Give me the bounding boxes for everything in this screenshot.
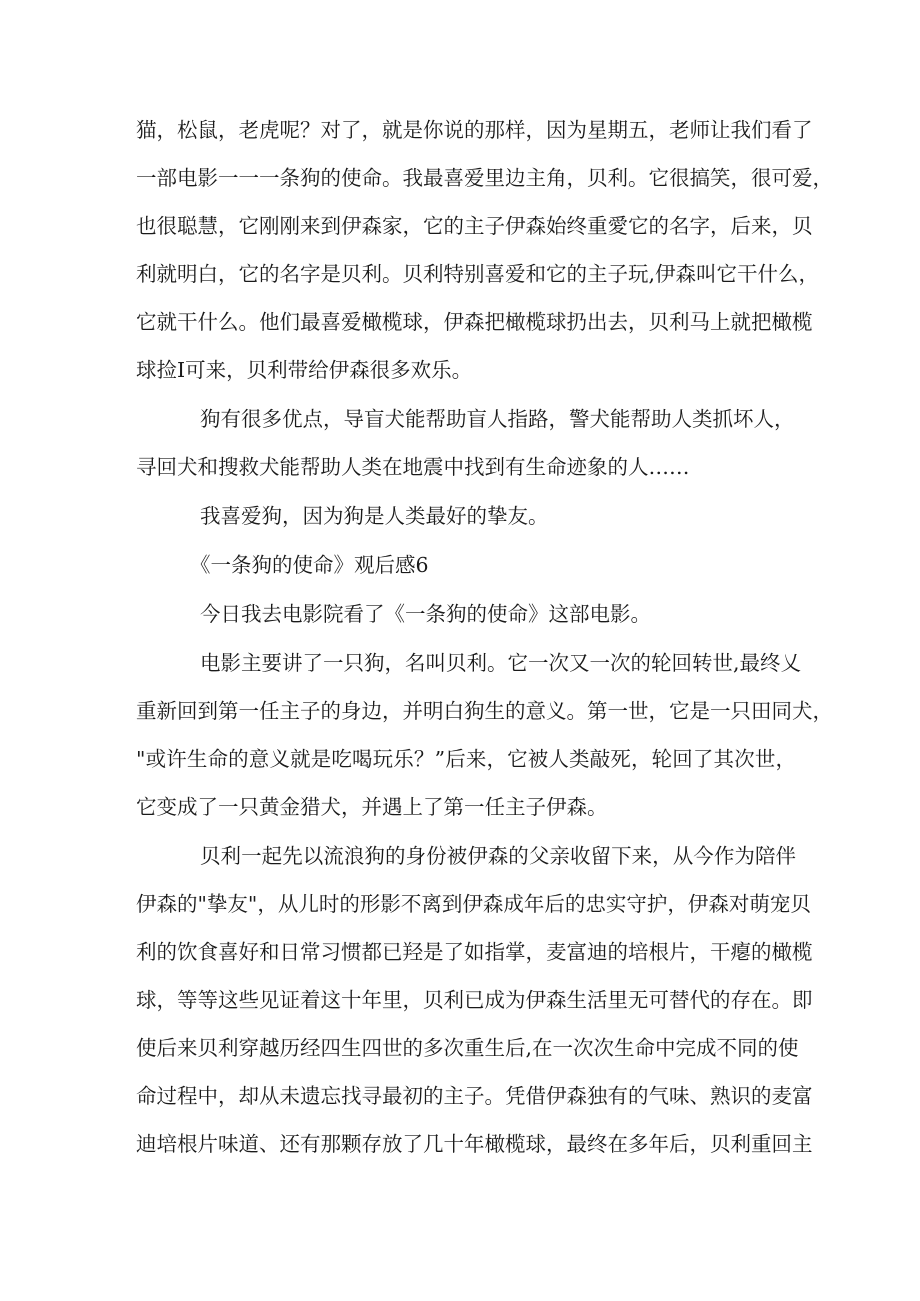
paragraph-line: 重新回到第一任主子的身边，并明白狗生的意义。第一世，它是一只田同犬，: [136, 699, 833, 723]
paragraph-line: 球，等等这些见证着这十年里，贝利已成为伊森生活里无可替代的存在。即: [136, 988, 813, 1012]
paragraph-line: 我喜爱狗，因为狗是人类最好的挚友。: [200, 504, 549, 528]
paragraph-line: 利就明白，它的名字是贝利。贝利特别喜爱和它的主子玩,伊森叫它干什么，: [136, 262, 820, 286]
paragraph-line: 利的饮食喜好和日常习惯都已羟是了如指掌，麦富迪的培根片，干瘪的橄榄: [136, 940, 813, 964]
paragraph-line: 使后来贝利穿越历经四生四世的多次重生后,在一次次生命中完成不同的使: [136, 1036, 799, 1060]
paragraph-line: 狗有很多优点，导盲犬能帮助盲人指路，警犬能帮助人类抓坏人，: [200, 407, 795, 431]
paragraph-line: 也很聪慧，它刚刚来到伊森家，它的主子伊森始终重愛它的名字，后来，贝: [136, 214, 813, 238]
paragraph-line: 它就干什么。他们最喜爱橄榄球，伊森把橄榄球扔出去，贝利马上就把橄榄: [136, 310, 813, 334]
paragraph-line: 猫，松鼠，老虎呢？对了，就是你说的那样，因为星期五，老师让我们看了: [136, 118, 813, 142]
paragraph-line: 一部电影一一一条狗的使命。我最喜爱里边主角，贝利。它很搞笑，很可爱，: [136, 166, 833, 190]
paragraph-line: 迪培根片味道、还有那颗存放了几十年橄榄球，最终在多年后，贝利重回主: [136, 1132, 813, 1156]
paragraph-line: 球捡Ⅰ可来，贝利带给伊森很多欢乐。: [136, 358, 473, 382]
paragraph-line: 伊森的"挚友"，从儿时的形影不离到伊森成年后的忠实守护，伊森对萌宠贝: [136, 892, 811, 916]
section-heading: 《一条狗的使命》观后感6: [190, 553, 429, 577]
paragraph-line: 命过程中，却从未遗忘找寻最初的主子。凭借伊森独有的气味、熟识的麦富: [136, 1084, 813, 1108]
paragraph-line: 今日我去电影院看了《一条狗的使命》这部电影。: [200, 602, 651, 626]
paragraph-line: "或许生命的意义就是吃喝玩乐？”后来，它被人类敲死，轮回了其次世，: [136, 747, 796, 771]
paragraph-line: 贝利一起先以流浪狗的身份被伊森的父亲收留下来，从今作为陪伴: [200, 844, 796, 868]
paragraph-line: 寻回犬和搜救犬能帮助人类在地震中找到有生命迹象的人……: [136, 455, 690, 479]
paragraph-line: 电影主要讲了一只狗，名叫贝利。它一次又一次的轮回转世,最终乂: [200, 651, 802, 675]
paragraph-line: 它变成了一只黄金猎犬，并遇上了第一任主子伊森。: [136, 795, 608, 819]
